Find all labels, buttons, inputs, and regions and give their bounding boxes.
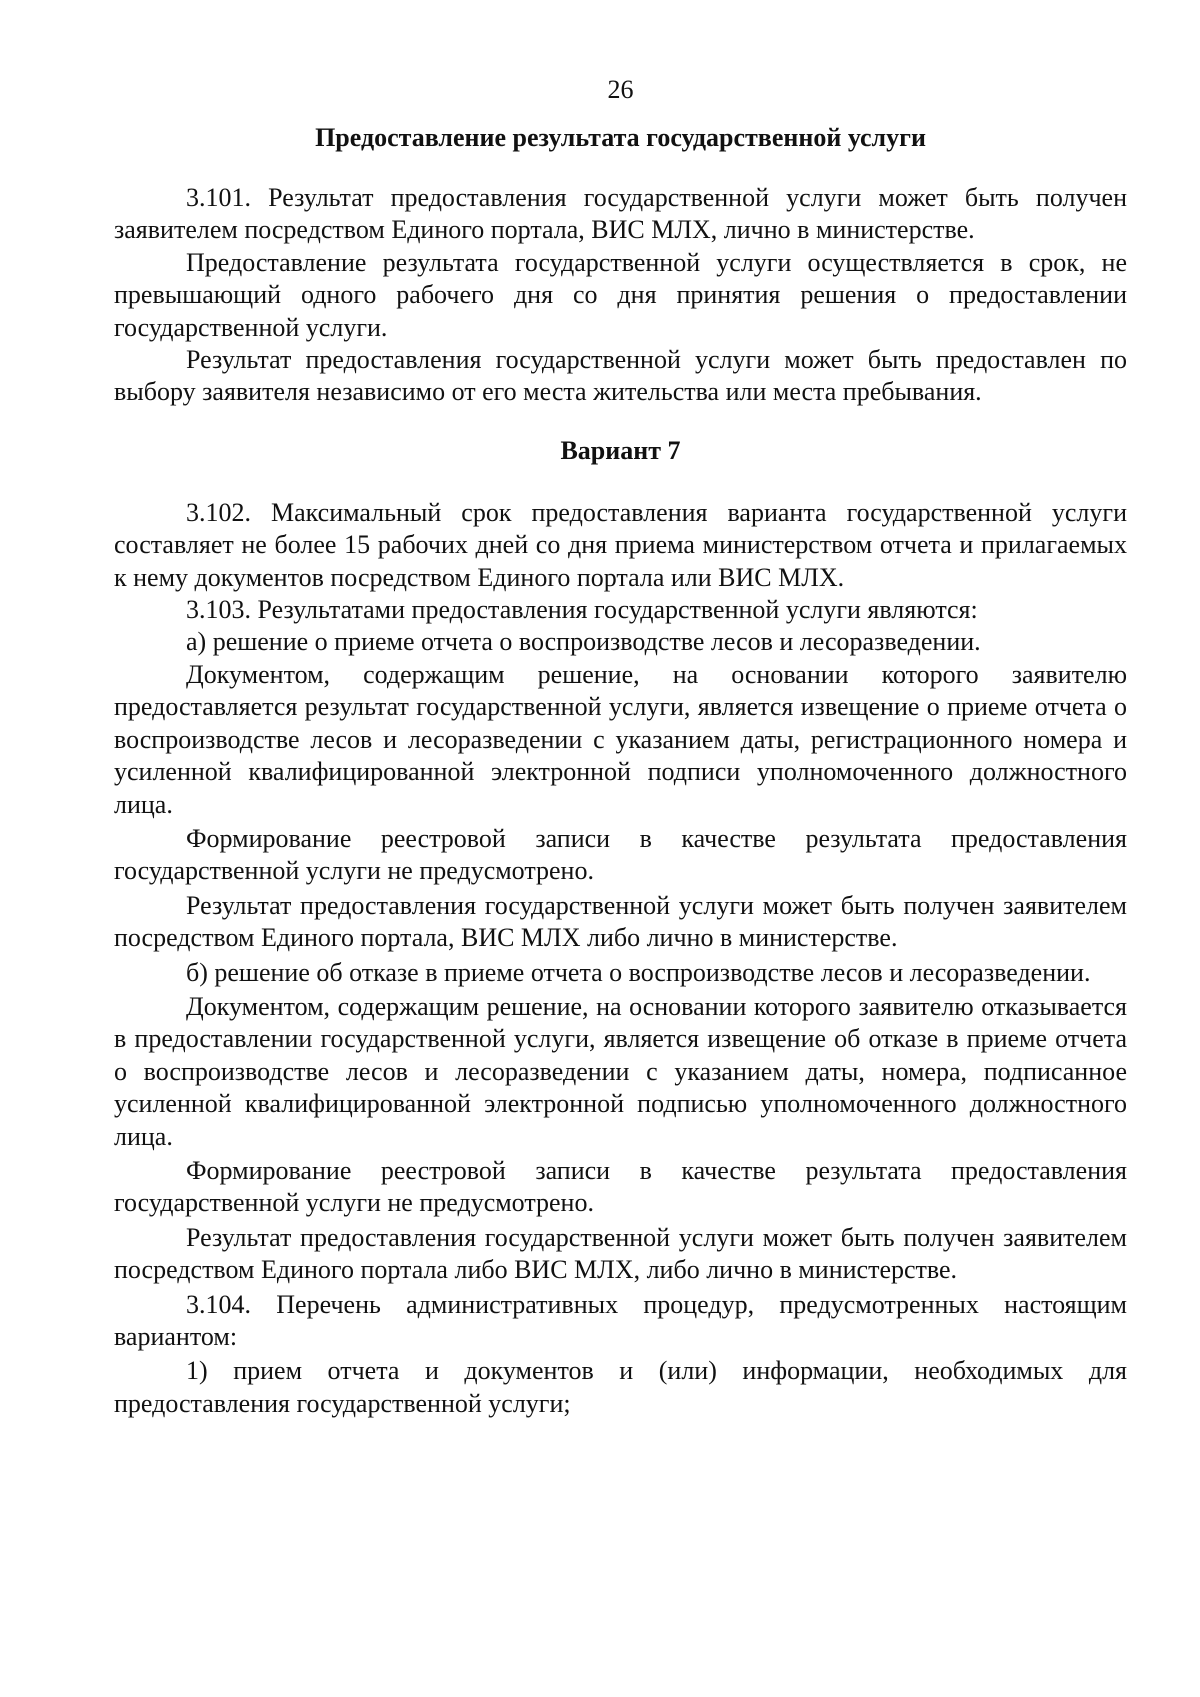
variant-title: Вариант 7 <box>560 435 681 465</box>
paragraph-3-102: 3.102. Максимальный срок предоставления варианта государственной услуги составляет не более 15 рабочих дней со дня приема министерством отчета и прилагаемых к нему документов посредством Единого портала или ВИС МЛХ. <box>114 497 1127 592</box>
document-page <box>114 64 1127 1664</box>
paragraph-3-103: 3.103. Результатами предоставления государственной услуги являются: <box>186 595 978 625</box>
paragraph-registry-record-1: Формирование реестровой записи в качестве результата предоставления государственной услуги не предусмотрено. <box>114 823 1127 886</box>
paragraph-3-104: 3.104. Перечень административных процедур, предусмотренных настоящим вариантом: <box>114 1289 1127 1351</box>
paragraph-result-deadline: Предоставление результата государственной услуги осуществляется в срок, не превышающий одного рабочего дня со дня принятия решения о предоставлении государственной услуги. <box>114 247 1127 342</box>
paragraph-result-receipt-2: Результат предоставления государственной услуги может быть получен заявителем посредством Единого портала либо ВИС МЛХ, либо лично в министерстве. <box>114 1222 1127 1285</box>
section-title: Предоставление результата государственной услуги <box>315 123 926 152</box>
paragraph-item-b: б) решение об отказе в приеме отчета о воспроизводстве лесов и лесоразведении. <box>186 957 1091 987</box>
paragraph-document-acceptance: Документом, содержащим решение, на основании которого заявителю предоставляется результат государственной услуги, является извещение о приеме отчета о воспроизводстве лесов и лесоразведении с указанием даты, регистрационного номера и усиленной квалифицированной электронной подписи уполномоченного должностного лица. <box>114 659 1127 819</box>
paragraph-registry-record-2: Формирование реестровой записи в качестве результата предоставления государственной услуги не предусмотрено. <box>114 1155 1127 1218</box>
paragraph-result-receipt-1: Результат предоставления государственной услуги может быть получен заявителем посредством Единого портала, ВИС МЛХ либо лично в министерстве. <box>114 890 1127 953</box>
paragraph-item-a: а) решение о приеме отчета о воспроизводстве лесов и лесоразведении. <box>186 627 981 657</box>
paragraph-document-refusal: Документом, содержащим решение, на основании которого заявителю отказывается в предоставлении государственной услуги, является извещение об отказе в приеме отчета о воспроизводстве лесов и лесоразведении с указанием даты, номера, подписанное усиленной квалифицированной электронной подписью уполномоченного должностного лица. <box>114 991 1127 1151</box>
paragraph-result-choice: Результат предоставления государственной услуги может быть предоставлен по выбору заявителя независимо от его места жительства или места пребывания. <box>114 345 1127 407</box>
paragraph-procedure-1: 1) прием отчета и документов и (или) информации, необходимых для предоставления государственной услуги; <box>114 1356 1127 1418</box>
page-number: 26 <box>607 75 634 104</box>
paragraph-3-101: 3.101. Результат предоставления государственной услуги может быть получен заявителем посредством Единого портала, ВИС МЛХ, лично в министерстве. <box>114 183 1127 245</box>
